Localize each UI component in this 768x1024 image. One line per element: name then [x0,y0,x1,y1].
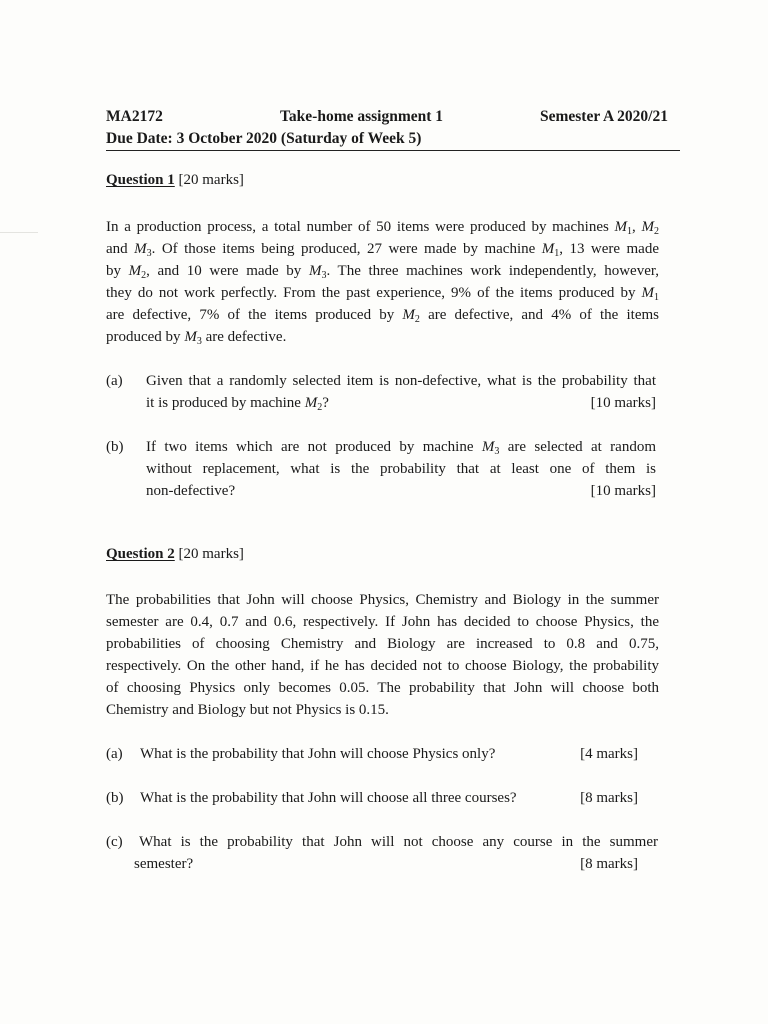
part-label: (a) [106,373,123,389]
question-1-heading [106,172,244,189]
part-text: What is the probability that John will choose Physics only? [140,746,496,762]
header-row [106,108,668,128]
part-marks: [4 marks] [580,746,638,762]
part-marks: [8 marks] [580,790,638,806]
question-2-heading [106,546,244,563]
part-marks: [10 marks] [590,395,656,411]
header-divider [106,150,680,151]
part-text: What is the probability that John will choose all three courses? [140,790,517,806]
part-marks: [8 marks] [580,856,638,872]
question-1-part-a [106,370,656,414]
question-2-text: The probabilities that John will choose Physics, Chemistry and Biology in the summer semester are 0.4, 0.7 and 0.6, respectively. If John has decided to choose Physics, the probabilities of choosing Chemistry and Biology are increased to 0.8 and 0.75, respectively. On the other hand, if he has decided not to choose Biology, the probability of choosing Physics only becomes 0.05. The probability that John will choose both Chemistry and Biology but not Physics is 0.15. [106,592,659,718]
semester-label: Semester A 2020/21 [539,108,668,125]
part-marks: [10 marks] [590,483,656,499]
question-2-marks: [20 marks] [178,546,244,562]
question-2-part-a [106,743,638,765]
question-2-part-c [106,831,658,875]
part-text: If two items which are not produced by machine $M_3$ are selected at random without replacement, what is the probability that at least one of them is non-defective? [146,439,656,499]
part-label: (b) [106,790,124,806]
scan-margin-mark [0,232,38,233]
course-code: MA2172 [106,108,163,125]
part-text: What is the probability that John will not choose any course in the summer semester? [134,834,658,872]
part-label: (b) [106,439,124,455]
question-1-part-b [106,436,656,502]
part-label: (a) [106,746,123,762]
due-date: Due Date: 3 October 2020 (Saturday of Week 5) [106,130,422,147]
part-label: (c) [106,834,123,850]
assignment-title: Take-home assignment 1 [280,108,444,125]
part-text: Given that a randomly selected item is non-defective, what is the probability that it is produced by machine $M_2$? [146,373,656,413]
question-1-label: Question 1 [106,172,175,188]
question-1-marks: [20 marks] [178,172,244,188]
question-2-label: Question 2 [106,546,175,562]
question-2-part-b [106,787,638,809]
question-1-text: In a production process, a total number of 50 items were produced by machines $M_1$, $M_2$ and $M_3$. Of those items being produced, 27 were made by machine $M_1$, 13 were made by $M_2$, and 10 were made by $M_3$. The three machines work independently, however, they do not work perfectly. From the past experience, 9% of the items produced by $M_1$ are defective, 7% of the items produced by $M_2$ are defective, and 4% of the items produced by $M_3$ are defective. [106,219,660,347]
